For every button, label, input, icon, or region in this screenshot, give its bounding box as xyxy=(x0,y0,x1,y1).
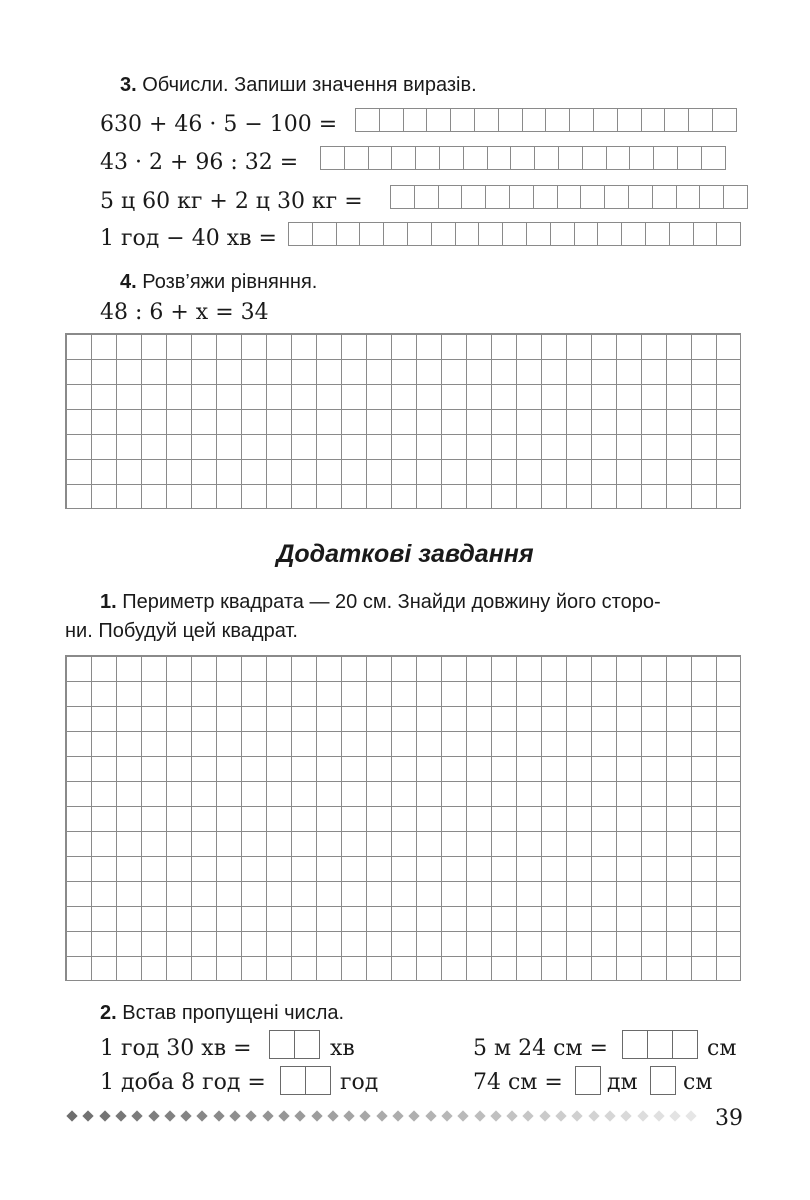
diamond-ornament xyxy=(262,1110,273,1121)
diamond-ornament xyxy=(197,1110,208,1121)
answer-box-2b[interactable] xyxy=(305,1066,331,1095)
answer-cells-1[interactable] xyxy=(355,108,737,132)
extra2-item2-left: 1 доба 8 год = xyxy=(100,1070,266,1095)
diamond-ornament xyxy=(474,1110,485,1121)
diamond-ornament xyxy=(425,1110,436,1121)
answer-box-2a[interactable] xyxy=(280,1066,306,1095)
diamond-ornament xyxy=(506,1110,517,1121)
diamond-ornament xyxy=(278,1110,289,1121)
diamond-ornament xyxy=(66,1110,77,1121)
diamond-ornament xyxy=(115,1110,126,1121)
task3-number: 3. xyxy=(120,74,137,96)
diamond-ornament xyxy=(132,1110,143,1121)
answer-box-1a[interactable] xyxy=(269,1030,295,1059)
task3-expr-1: 630 + 46 · 5 − 100 = xyxy=(100,112,338,137)
task3-expr-4: 1 год − 40 хв = xyxy=(100,226,277,251)
extra2-heading xyxy=(100,1001,344,1025)
extra1-line1 xyxy=(100,590,661,614)
extra1-text-1: Периметр квадрата — 20 см. Знайди довжину його сторо- xyxy=(122,591,661,613)
extra1-text-2: ни. Побудуй цей квадрат. xyxy=(65,620,298,642)
squared-grid-task4[interactable] xyxy=(65,333,741,509)
diamond-ornament xyxy=(343,1110,354,1121)
diamond-ornament xyxy=(588,1110,599,1121)
answer-box-4b[interactable] xyxy=(650,1066,676,1095)
diamond-ornament xyxy=(83,1110,94,1121)
extra2-item1-left: 1 год 30 хв = xyxy=(100,1036,252,1061)
diamond-ornament xyxy=(555,1110,566,1121)
extra2-number: 2. xyxy=(100,1002,117,1024)
answer-box-4a[interactable] xyxy=(575,1066,601,1095)
task4-heading xyxy=(120,270,317,294)
extra2-item3-unit: см xyxy=(707,1036,737,1061)
diamond-ornament xyxy=(246,1110,257,1121)
diamond-ornament xyxy=(523,1110,534,1121)
answer-cells-3[interactable] xyxy=(390,185,748,209)
diamond-ornament xyxy=(458,1110,469,1121)
answer-box-3a[interactable] xyxy=(622,1030,648,1059)
diamond-ornament xyxy=(621,1110,632,1121)
task4-number: 4. xyxy=(120,271,137,293)
task3-heading xyxy=(120,73,477,97)
task3-expr-3: 5 ц 60 кг + 2 ц 30 кг = xyxy=(100,189,363,214)
diamond-ornament xyxy=(180,1110,191,1121)
answer-cells-2[interactable] xyxy=(320,146,726,170)
diamond-ornament xyxy=(376,1110,387,1121)
diamond-ornament xyxy=(99,1110,110,1121)
diamond-ornament xyxy=(637,1110,648,1121)
task3-expr-2: 43 · 2 + 96 : 32 = xyxy=(100,150,299,175)
extra1-number: 1. xyxy=(100,591,117,613)
diamond-ornament xyxy=(653,1110,664,1121)
diamond-ornament xyxy=(441,1110,452,1121)
task4-text: Розв’яжи рівняння. xyxy=(142,271,318,293)
diamond-ornament xyxy=(539,1110,550,1121)
page-number: 39 xyxy=(715,1106,743,1131)
extra2-item2-unit: год xyxy=(340,1070,379,1095)
diamond-ornament xyxy=(229,1110,240,1121)
extra2-item4-unit1: дм xyxy=(607,1070,638,1095)
answer-box-1b[interactable] xyxy=(294,1030,320,1059)
diamond-ornament xyxy=(327,1110,338,1121)
squared-grid-extra1[interactable] xyxy=(65,655,741,981)
section-title: Додаткові завдання xyxy=(276,540,534,568)
diamond-ornament xyxy=(213,1110,224,1121)
extra2-item4-unit2: см xyxy=(683,1070,713,1095)
diamond-ornament xyxy=(360,1110,371,1121)
diamond-ornament xyxy=(164,1110,175,1121)
diamond-ornament xyxy=(409,1110,420,1121)
extra2-item1-unit: хв xyxy=(330,1036,355,1061)
diamond-ornament xyxy=(604,1110,615,1121)
task4-equation: 48 : 6 + x = 34 xyxy=(100,300,269,325)
diamond-ornament xyxy=(490,1110,501,1121)
diamond-ornament xyxy=(686,1110,697,1121)
answer-cells-4[interactable] xyxy=(288,222,741,246)
answer-box-3c[interactable] xyxy=(672,1030,698,1059)
answer-box-3b[interactable] xyxy=(647,1030,673,1059)
extra2-item4-left: 74 см = xyxy=(473,1070,563,1095)
extra2-text: Встав пропущені числа. xyxy=(122,1002,345,1024)
diamond-ornament xyxy=(392,1110,403,1121)
task3-text: Обчисли. Запиши значення виразів. xyxy=(142,74,477,96)
diamond-ornament xyxy=(311,1110,322,1121)
extra2-item3-left: 5 м 24 см = xyxy=(473,1036,608,1061)
diamond-ornament xyxy=(572,1110,583,1121)
diamond-ornament xyxy=(148,1110,159,1121)
diamond-ornament xyxy=(669,1110,680,1121)
diamond-ornament xyxy=(295,1110,306,1121)
